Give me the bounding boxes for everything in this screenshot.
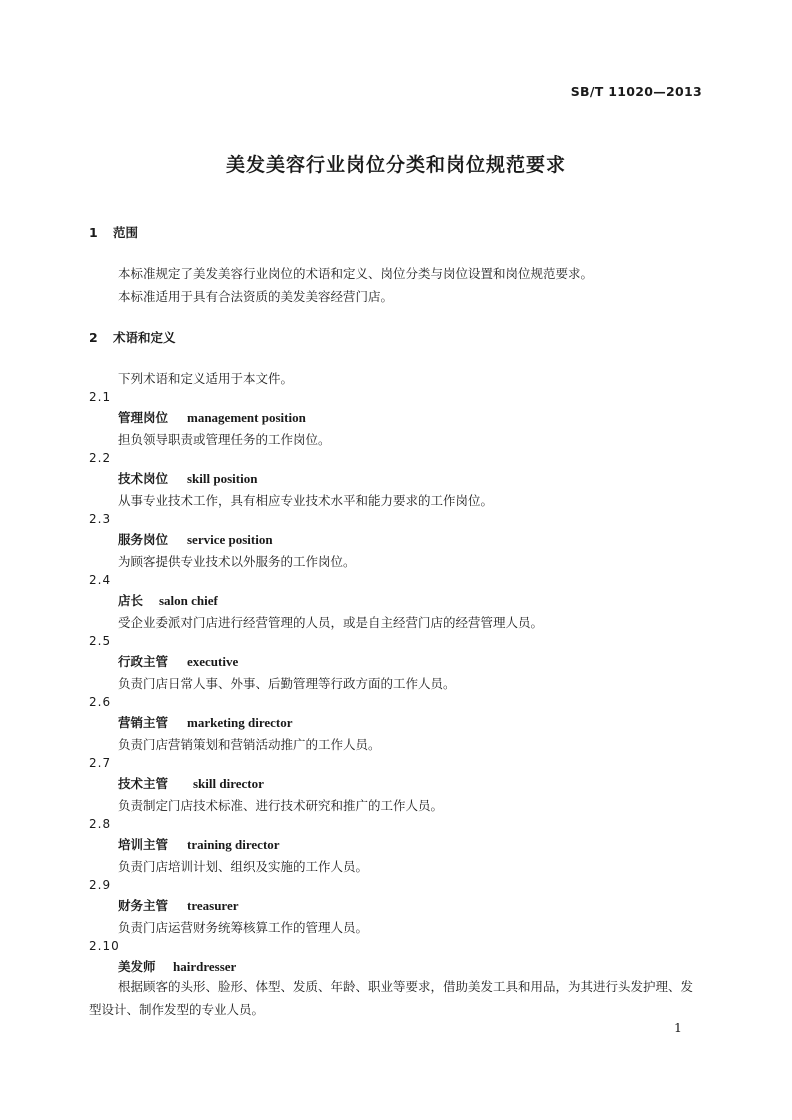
scope-paragraph: 本标准规定了美发美容行业岗位的术语和定义、岗位分类与岗位设置和岗位规范要求。 bbox=[118, 266, 594, 281]
term-definition: 从事专业技术工作，具有相应专业技术水平和能力要求的工作岗位。 bbox=[118, 493, 494, 508]
term-en: management position bbox=[187, 410, 306, 425]
term-heading bbox=[118, 774, 264, 792]
term-cn: 技术岗位 bbox=[118, 471, 169, 486]
term-number: 2.3 bbox=[89, 512, 112, 526]
term-en: executive bbox=[187, 654, 239, 669]
term-number: 2.4 bbox=[89, 573, 112, 587]
term-cn: 管理岗位 bbox=[118, 410, 169, 425]
document-title: 美发美容行业岗位分类和岗位规范要求 bbox=[225, 154, 566, 176]
section-title: 范围 bbox=[113, 225, 139, 240]
term-cn: 行政主管 bbox=[118, 654, 169, 669]
term-en: skill position bbox=[187, 471, 258, 486]
section-title: 术语和定义 bbox=[113, 330, 176, 345]
term-heading bbox=[118, 713, 293, 731]
term-definition: 为顾客提供专业技术以外服务的工作岗位。 bbox=[118, 554, 356, 569]
term-en: salon chief bbox=[159, 593, 218, 608]
term-definition: 负责门店运营财务统筹核算工作的管理人员。 bbox=[118, 920, 369, 935]
term-number: 2.6 bbox=[89, 695, 112, 709]
section-number: 2 bbox=[89, 330, 98, 345]
section-heading-terms bbox=[89, 328, 176, 346]
term-heading bbox=[118, 530, 273, 548]
standard-code: SB/T 11020—2013 bbox=[570, 84, 702, 99]
term-cn: 美发师 bbox=[118, 959, 156, 974]
scope-paragraph: 本标准适用于具有合法资质的美发美容经营门店。 bbox=[118, 289, 394, 304]
term-heading bbox=[118, 408, 306, 426]
term-definition: 负责门店培训计划、组织及实施的工作人员。 bbox=[118, 859, 369, 874]
section-number: 1 bbox=[89, 225, 98, 240]
term-number: 2.9 bbox=[89, 878, 112, 892]
term-heading bbox=[118, 591, 218, 609]
term-definition: 担负领导职责或管理任务的工作岗位。 bbox=[118, 432, 331, 447]
term-definition: 受企业委派对门店进行经营管理的人员，或是自主经营门店的经营管理人员。 bbox=[118, 615, 544, 630]
term-number: 2.2 bbox=[89, 451, 112, 465]
term-number: 2.1 bbox=[89, 390, 112, 404]
term-cn: 培训主管 bbox=[118, 837, 169, 852]
term-definition: 负责门店日常人事、外事、后勤管理等行政方面的工作人员。 bbox=[118, 676, 456, 691]
terms-intro: 下列术语和定义适用于本文件。 bbox=[118, 371, 294, 386]
term-number: 2.10 bbox=[89, 939, 120, 953]
term-number: 2.5 bbox=[89, 634, 112, 648]
term-heading bbox=[118, 957, 236, 975]
term-en: hairdresser bbox=[173, 959, 237, 974]
term-definition: 负责门店营销策划和营销活动推广的工作人员。 bbox=[118, 737, 381, 752]
term-heading bbox=[118, 469, 257, 487]
page-number: 1 bbox=[674, 1020, 682, 1035]
term-en: training director bbox=[187, 837, 280, 852]
term-en: marketing director bbox=[187, 715, 293, 730]
term-heading bbox=[118, 835, 280, 853]
term-cn: 财务主管 bbox=[118, 898, 169, 913]
term-cn: 技术主管 bbox=[118, 776, 169, 791]
term-en: service position bbox=[187, 532, 273, 547]
term-heading bbox=[118, 896, 239, 914]
term-number: 2.8 bbox=[89, 817, 112, 831]
term-heading bbox=[118, 652, 238, 670]
term-cn: 服务岗位 bbox=[118, 532, 169, 547]
term-definition: 负责制定门店技术标准、进行技术研究和推广的工作人员。 bbox=[118, 798, 444, 813]
term-number: 2.7 bbox=[89, 756, 112, 770]
term-definition: 根据顾客的头形、脸形、体型、发质、年龄、职业等要求，借助美发工具和用品，为其进行头发护理、发型设计、制作发型的专业人员。 bbox=[89, 979, 694, 1017]
term-cn: 营销主管 bbox=[118, 715, 169, 730]
term-en: treasurer bbox=[187, 898, 239, 913]
term-en: skill director bbox=[193, 776, 264, 791]
term-cn: 店长 bbox=[118, 593, 144, 608]
section-heading-scope bbox=[89, 223, 138, 241]
